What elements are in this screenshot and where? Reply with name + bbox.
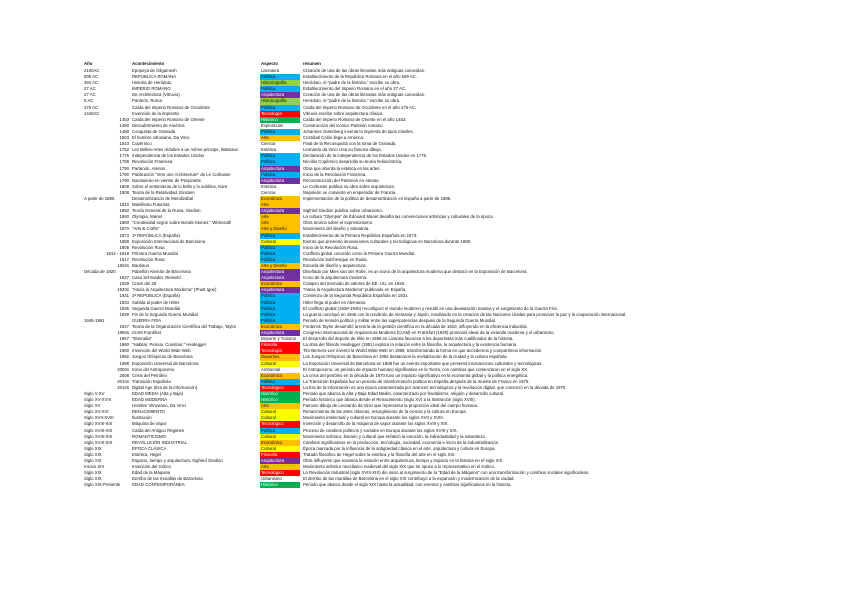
cell-year: 1480 <box>119 122 129 128</box>
cell-year: 1939 <box>119 311 129 317</box>
cell-summary: Inicio de la Revolución Francesa. <box>303 171 367 177</box>
cell-summary: Icono de la arquitectura moderna. <box>303 275 368 281</box>
cell-year: Siglo XVIII-XIX <box>84 421 113 427</box>
cell-event: REVOLUCIÓN INDUSTRIAL <box>132 439 188 445</box>
cell-summary: Heródoto, el "padre de la historia," escribe su obra. <box>303 80 401 86</box>
cell-year: Siglo XIX <box>84 470 102 476</box>
cell-summary: El Antropoceno, un periodo de impacto humano significativo en la Tierra, con cambios que comenzaron en el siglo XX. <box>303 366 529 372</box>
cell-aspect: Político <box>260 428 300 434</box>
cell-event: Hombre Vitruviano, Da Vinci <box>132 403 186 409</box>
cell-event: Primera Guerra Mundial <box>132 250 178 256</box>
cell-event: Derribo de las murallas de Barcelona <box>132 476 203 482</box>
cell-summary: Obra que aborda la estética en las artes. <box>303 165 381 171</box>
cell-year: 1950s <box>117 330 129 336</box>
cell-summary: "Hacia la Arquitectura Moderna" publicado en España. <box>303 287 407 293</box>
cell-aspect: Cultural <box>260 361 300 367</box>
cell-aspect: Estética <box>260 184 300 190</box>
cell-aspect: Arte y Diseño <box>260 263 300 269</box>
cell-event: 2ª REPÚBLICA (España) <box>132 293 180 299</box>
cell-summary: Le Corbusier publica su obra sobre arquitectura. <box>303 183 395 189</box>
cell-event: Crisis del Petróleo <box>132 372 167 378</box>
cell-aspect: Arte <box>260 220 300 226</box>
cell-summary: Invención y desarrollo de la máquina de vapor durante los siglos XVIII y XIX. <box>303 421 449 427</box>
cell-year: 476 AC <box>84 104 99 110</box>
cell-year: 2010s <box>117 384 129 390</box>
cell-aspect: Arquitectura <box>260 275 300 281</box>
cell-year: A partir de 1886 <box>84 195 115 201</box>
cell-summary: Revolución bolchevique en Rusia. <box>303 256 368 262</box>
cell-event: "Hacia la Arquitectura Moderna" (Pruitt Igoe) <box>132 287 217 293</box>
cell-year: 1810 <box>119 202 129 208</box>
cell-year: 1543 <box>119 141 129 147</box>
cell-year: 1930s <box>117 287 129 293</box>
cell-summary: Implementación de la política de desamortización en España a partir de 1886. <box>303 195 452 201</box>
cell-event: Pabellón Alemán de Barcelona <box>132 269 191 275</box>
cell-summary: Cristóbal Colón llega a América. <box>303 135 365 141</box>
cell-aspect: Arquitectura <box>260 458 300 464</box>
cell-event: Invención de la imprenta <box>132 110 179 116</box>
cell-event: Partenón, Atenas <box>132 165 165 171</box>
cell-event: Les Belles-Artes réduites a un même principe, Batteaux <box>132 147 239 153</box>
cell-year: 1860 <box>119 214 129 220</box>
cell-year: Siglo XIX <box>84 458 102 463</box>
cell-year: 1920s <box>117 263 129 268</box>
cell-year: 1931 <box>119 293 129 299</box>
table-body <box>84 68 764 488</box>
cell-summary: Época marcada por la influencia de la antigüedad clásica en el arte, arquitectura y cultura en Europa. <box>303 445 496 451</box>
cell-summary: Colapso del mercado de valores de EE. UU. en 1929. <box>303 281 406 287</box>
cell-aspect: Cultural <box>260 446 300 452</box>
cell-aspect: Tecnología <box>260 111 300 117</box>
cell-summary: Creación de una de las obras literarias más antiguas conocidas. <box>303 92 426 98</box>
cell-summary: La Revolución Industrial (siglo XVIII-XIX) dio inicio al surgimiento de la "Edad de la Máquina" con una transformación y cambios sociales significativos. <box>303 470 590 476</box>
cell-event: Sobre el sentimiento de lo bello y lo sublime, Kant <box>132 183 228 189</box>
cell-year: 1790 <box>119 165 129 171</box>
cell-year: 1503 <box>119 135 129 141</box>
cell-event: Fin de la Segunda Guerra Mundial <box>132 311 198 317</box>
cell-event: Desamortización de Mendizábal <box>132 195 194 201</box>
cell-event: Caída del Imperio Romano de Oriente <box>132 116 205 122</box>
cell-year: 5 AC <box>84 98 94 104</box>
cell-summary: La guerra concluyó en 1945 con la rendición de Alemania y Japón, resultando en la creación de las Naciones Unidas para promover la paz y la cooperación internacional. <box>303 311 627 317</box>
cell-summary: Movimiento intelectual y cultural en Europa durante los siglos XVII y XVIII. <box>303 415 444 421</box>
cell-event: Panteón, Roma <box>132 98 162 104</box>
cell-summary: Renacimiento de las artes clásicas, resurgimiento de la ciencia y la cultura en Europa. <box>303 409 467 415</box>
cell-aspect: Cultural <box>260 409 300 415</box>
cell-year: 1790 <box>119 171 129 177</box>
cell-event: Exposición Internacional de Barcelona <box>132 238 206 244</box>
cell-year: 1888 <box>119 238 129 244</box>
cell-year: 1453 <box>119 116 129 122</box>
cell-summary: Inicio de la Revolución Rusa. <box>303 244 359 250</box>
cell-summary: Los Juegos Olímpicos de Barcelona en 1992 destacaron la revitalización de la ciudad y la cultura española. <box>303 354 508 360</box>
cell-year: 1808 <box>119 183 129 189</box>
cell-summary: Proceso de cambios políticos y sociales en Europa durante los siglos XVIII y XIX. <box>303 427 458 433</box>
cell-event: Manifiesto Futurista <box>132 202 170 208</box>
cell-year: 2008 <box>119 372 129 378</box>
cell-summary: Cambios significativos en la producción, tecnología, sociedad, economía e inicio de la industrialización. <box>303 439 500 445</box>
cell-year: 1936 <box>119 305 129 311</box>
cell-year: Siglo XV-XVIII <box>84 397 111 403</box>
cell-event: "Habitar, Pensar, Construir," Heidegger <box>132 342 207 348</box>
cell-event: Crack del 29 <box>132 281 157 287</box>
cell-aspect: Arte <box>260 403 300 409</box>
cell-year: 1790 <box>119 177 129 183</box>
cell-aspect: Política <box>260 129 300 135</box>
cell-aspect: Política <box>260 159 300 165</box>
cell-aspect: Urbanismo <box>260 476 300 482</box>
cell-aspect: Económico <box>260 196 300 202</box>
cell-aspect: Político <box>260 379 300 385</box>
cell-summary: Famoso dibujo de Leonardo da Vinci que representa la proporción ideal del cuerpo humano. <box>303 403 479 409</box>
cell-summary: Leonardo da Vinci crea su famoso dibujo. <box>303 147 382 153</box>
cell-aspect: Política <box>260 233 300 239</box>
cell-event: ÉPOCA CLÁSICA <box>132 445 167 451</box>
cell-year: 1776 <box>119 153 129 159</box>
cell-year: 1998 <box>119 360 129 366</box>
cell-aspect: Exploración <box>260 123 300 129</box>
cell-event: Teoría General de la Ruina, Giedion <box>132 208 201 214</box>
cell-summary: Movimiento artístico neoclásico medieval del siglo XIX que se opuso a lo representativo en el Gótico. <box>303 464 496 470</box>
cell-event: Revolución Rusa <box>132 244 165 250</box>
cell-aspect: Económico <box>260 281 300 287</box>
cell-aspect: Filosofía <box>260 452 300 458</box>
cell-summary: Periodo que abarca desde el siglo XIX hasta la actualidad, con eventos y cambios significativos en la historia. <box>303 482 512 488</box>
cell-year: Siglo XIX <box>84 451 102 457</box>
cell-aspect: Deporte y Turismo <box>260 336 300 342</box>
cell-summary: Tim Berners-Lee inventó la World Wide Web en 1989, transformando la forma en que accedemos y compartimos información. <box>303 348 543 354</box>
cell-summary: Obra influyente que examina la relación entre arquitectura, tiempo y espacio en la historia en el siglo XIX. <box>303 458 504 463</box>
cell-year: 1992 <box>119 354 129 360</box>
cell-year: 1933 <box>119 299 129 305</box>
cell-aspect: Tecnológico <box>260 385 300 391</box>
cell-summary: Frederick Taylor desarrolló la teoría de la gestión científica en la década de 1910, influyendo en la eficiencia industrial. <box>303 323 528 329</box>
cell-summary: Heródoto, el "padre de la historia," escribe su obra. <box>303 98 401 104</box>
cell-event: IMPERIO ROMANO <box>132 86 171 92</box>
cell-event: Conquista de Granada <box>132 128 176 134</box>
cell-year: Siglo XIX <box>84 476 102 482</box>
cell-event: EDAD MODERNA <box>132 397 168 403</box>
cell-aspect: Histórico <box>260 391 300 397</box>
cell-summary: Comienzo de la Segunda República Española en 1931. <box>303 293 409 299</box>
cell-year: 2100AC <box>84 68 100 73</box>
cell-summary: Final de la Reconquista con la toma de Granada. <box>303 141 397 147</box>
cell-aspect: Histórico <box>260 482 300 488</box>
cell-event: Ilustración <box>132 415 152 421</box>
cell-summary: Movimiento artístico, literario y cultural que enfatizó la emoción, la individualidad y la naturaleza. <box>303 433 486 439</box>
cell-year: Siglo V-XV <box>84 390 105 396</box>
cell-year: 1860 <box>119 220 129 226</box>
cell-summary: Hitler llega al poder en Alemania. <box>303 299 367 305</box>
cell-aspect: Arquitectura <box>260 178 300 184</box>
cell-aspect: Arquitectura <box>260 330 300 336</box>
cell-event: Inicio del Antropoceno <box>132 366 175 372</box>
cell-year: 2000s <box>117 366 129 372</box>
spreadsheet <box>84 60 764 488</box>
cell-aspect: Política <box>260 86 300 92</box>
cell-aspect: Política <box>260 153 300 159</box>
cell-year: Siglo XV <box>84 403 101 409</box>
cell-year: 1440AC <box>84 110 100 116</box>
cell-summary: Declaración de la independencia de los Estados Unidos en 1776. <box>303 153 428 159</box>
cell-event: Espacio, tiempo y arquitectura, Sigfried Giedion <box>132 458 223 463</box>
cell-event: Máquina de Vapor <box>132 421 167 427</box>
cell-event: ROMANTICISMO <box>132 433 166 439</box>
header-year: Año <box>84 61 93 66</box>
cell-year: 1927 <box>119 275 129 281</box>
cell-event: CIAM Frankfurt <box>132 330 162 336</box>
cell-aspect: Arquitectura <box>260 208 300 214</box>
cell-summary: La Transición Española fue un periodo de transformación política en España después de la muerte de Franco en 1975. <box>303 378 530 384</box>
cell-event: Epopeya de Gilgamesh <box>132 68 177 73</box>
cell-event: Casa Schroeder, Rietveld <box>132 275 181 281</box>
cell-aspect: Histórico <box>260 117 300 123</box>
cell-event: RENACIMIENTO <box>132 409 165 415</box>
cell-summary: Establecimiento de la Primera República Española en 1873. <box>303 232 418 238</box>
cell-aspect: Literatura <box>260 68 300 74</box>
cell-event: "Arts & Crafts" <box>132 226 160 232</box>
cell-summary: La Exposición Universal de Barcelona en 1888 fue un evento importante que presentó innovaciones culturales y tecnológicas. <box>303 360 543 366</box>
cell-event: Copérnico <box>132 141 152 147</box>
cell-aspect: Arte <box>260 464 300 470</box>
cell-summary: Establecimiento de la República Romana en el año 509 AC. <box>303 74 417 80</box>
cell-summary: Movimiento del diseño y artesanía. <box>303 226 370 232</box>
cell-event: Revolución Francesa <box>132 159 173 165</box>
cell-aspect: Filosofía <box>260 342 300 348</box>
cell-aspect: Arquitectura <box>260 92 300 98</box>
cell-event: El hombre vitruviano, Da Vinci <box>132 135 190 141</box>
cell-aspect: Económico <box>260 373 300 379</box>
cell-year: 27 AC <box>84 92 96 98</box>
cell-event: Caída del Antiguo Régimen <box>132 427 185 433</box>
cell-summary: La cultura "Olympia" de Édouard Manet desafía las convenciones artísticas y culturales de la época. <box>303 214 494 220</box>
cell-year: Siglo XIX-Presente <box>84 482 121 488</box>
cell-event: REPÚBLICA ROMANA <box>132 74 177 80</box>
cell-summary: El derribo de las murallas de Barcelona en el siglo XIX contribuyó a la expansión y modernización de la ciudad. <box>303 476 515 482</box>
table-row <box>84 482 764 488</box>
cell-year: 484 AC <box>84 80 99 86</box>
cell-aspect: Política <box>260 306 300 312</box>
cell-aspect: Económico <box>260 324 300 330</box>
cell-event: Publicación "Vers une Architecture" de Le Corbusier <box>132 171 231 177</box>
cell-summary: Obra teórica sobre el expresionismo. <box>303 220 374 226</box>
cell-aspect: Arte <box>260 135 300 141</box>
cell-event: EDAD CONTEMPORÁNEA <box>132 482 185 488</box>
cell-event: Revolución Rusa <box>132 256 165 262</box>
cell-summary: Construcción del icónico Panteón romano. <box>303 122 384 128</box>
cell-aspect: Cultural <box>260 239 300 245</box>
cell-event: Exposición Universal de Barcelona <box>132 360 199 366</box>
cell-year: 1947 <box>119 323 129 329</box>
cell-aspect: Política <box>260 245 300 251</box>
cell-year: 27 AC <box>84 86 96 92</box>
cell-summary: Escuela de diseño y arquitectura. <box>303 263 367 268</box>
cell-summary: Napoleón se convierte en emperador de Francia. <box>303 189 397 195</box>
cell-summary: La Era de la Información es una época caracterizada por avances tecnológicos y la revolución digital, que comenzó en la década de 1970. <box>303 384 567 390</box>
header-summary: resumen <box>303 61 321 66</box>
cell-summary: Periodo que abarca la Alta y Baja Edad Media, caracterizado por feudalismo, religión y desarrollo cultural. <box>303 390 505 396</box>
cell-event: 1ª REPÚBLICA (España) <box>132 232 180 238</box>
header-row <box>84 60 764 68</box>
cell-aspect: Historiografía <box>260 98 300 104</box>
cell-aspect: Deportivo <box>260 354 300 360</box>
cell-summary: Tratado filosófico de Hegel sobre la estética y la filosofía del arte en el siglo XIX. <box>303 451 456 457</box>
cell-event: Historia de Heródoto <box>132 80 172 86</box>
cell-year: Siglo XV-XVI <box>84 409 109 415</box>
cell-year: 1480 <box>119 128 129 134</box>
cell-year: 1960 <box>119 342 129 348</box>
cell-summary: Reconstrucción del Partenón en Atenas. <box>303 177 380 183</box>
cell-event: GUERRA FRÍA <box>132 317 162 323</box>
cell-year: 1917 <box>119 256 129 262</box>
cell-summary: La crisis del petróleo en la década de 1970 tuvo un impacto significativo en la economía global y la política energética. <box>303 372 529 378</box>
cell-aspect: Estética <box>260 147 300 153</box>
cell-aspect: Política <box>260 318 300 324</box>
cell-aspect: Ciencia <box>260 141 300 147</box>
cell-summary: Johannes Gutenberg inventa la imprenta de tipos móviles. <box>303 128 414 134</box>
cell-year: Década de 1920 <box>84 269 116 275</box>
cell-aspect: Historiografía <box>260 80 300 86</box>
cell-summary: Conflicto global conocido como la Primera Guerra Mundial. <box>303 250 416 256</box>
cell-aspect: Arquitectura <box>260 166 300 172</box>
cell-event: Invención del World Wide Web <box>132 348 191 354</box>
cell-event: Edad de la Máquina <box>132 470 171 476</box>
cell-year: Siglo XVII-XVIII <box>84 415 114 421</box>
cell-summary: Evento que presentó innovaciones culturales y tecnológicas en Barcelona durante 1888. <box>303 238 472 244</box>
cell-aspect: Arte <box>260 214 300 220</box>
cell-year: 509 AC <box>84 74 99 80</box>
cell-event: Subida al poder de Hitler <box>132 299 180 305</box>
cell-year: 1850 <box>119 208 129 214</box>
cell-event: Descubrimiento de América <box>132 122 185 128</box>
cell-summary: Nicolás Copérnico desarrolla su teoría heliocéntrica. <box>303 159 403 165</box>
cell-year: 1873 <box>119 232 129 238</box>
cell-year: 1905 <box>119 244 129 250</box>
cell-summary: Congreso Internacional de Arquitectura Moderna (CIAM) en Frankfurt (1929) promovió ideas de la vivienda moderna y el urbanismo. <box>303 330 555 336</box>
cell-summary: Caída del Imperio Romano de Occidente en el año 476 AC. <box>303 104 417 110</box>
cell-summary: Establecimiento del Imperio Romano en el año 27 AC. <box>303 86 407 92</box>
cell-aspect: Tecnológico <box>260 470 300 476</box>
cell-event: De Architectura (Vitruvio) <box>132 92 180 98</box>
cell-year: Siglo XVIII-XIX <box>84 433 113 439</box>
cell-summary: Caída del Imperio Romano de Oriente en el año 1453. <box>303 116 407 122</box>
cell-event: Transición Española <box>132 378 171 384</box>
cell-summary: Sigfried Giedion publica sobre urbanismo. <box>303 208 383 214</box>
header-event: Acontecimiento <box>132 61 165 66</box>
cell-aspect: Arte y Diseño <box>260 226 300 232</box>
cell-aspect: Tecnológico <box>260 421 300 427</box>
cell-event: "Creatividad según sobre Bonds-Stones," Wickerath <box>132 220 232 226</box>
cell-event: Independencia de los Estados Unidos <box>132 153 205 159</box>
cell-year: 1808 <box>119 189 129 195</box>
cell-event: Nacimiento en vientre de Pimpinette <box>132 177 202 183</box>
cell-year: 1914 - 1918 <box>106 250 129 256</box>
cell-summary: La obra del filósofo Heidegger (1951) explora la relación entre la filosofía, la arquitectura y la existencia humana. <box>303 342 518 348</box>
cell-aspect: Política <box>260 251 300 257</box>
cell-year: 1957 <box>119 336 129 342</box>
cell-event: Estética, Hegel <box>132 451 161 457</box>
cell-event: EDAD MEDIA (Alta y Baja) <box>132 390 184 396</box>
cell-summary: Periodo histórico que abarca desde el Renacimiento (siglo XV) a la Ilustración (siglo XVIII). <box>303 397 476 403</box>
cell-year: Siglo XVIII-XIX <box>84 427 113 433</box>
cell-event: Caída del Imperio Romano de Occidente <box>132 104 210 110</box>
cell-aspect: Política <box>260 300 300 306</box>
cell-summary: El desarrollo del deporte de élite en 1986 en Lizaoria favorece a los deportistas más cualificados de la historia. <box>303 336 514 342</box>
cell-event: Invención del Gótico <box>132 464 171 470</box>
cell-event: Juegos Olímpicos de Barcelona <box>132 354 193 360</box>
cell-year: 1752 <box>119 147 129 153</box>
cell-summary: Diseñado por Mies van der Rohe, es un icono de la arquitectura moderna que destacó en la Exposición de Barcelona. <box>303 269 528 275</box>
cell-event: Bauhaus <box>132 263 149 268</box>
cell-aspect: Política <box>260 312 300 318</box>
cell-aspect: Cultural <box>260 415 300 421</box>
cell-aspect: Política <box>260 172 300 178</box>
cell-aspect: Política <box>260 74 300 80</box>
cell-aspect: Arquitectura <box>260 269 300 275</box>
cell-event: "Eternalia" <box>132 336 153 342</box>
cell-event: Digital Age (Era de la información) <box>132 384 198 390</box>
cell-aspect: Arte <box>260 202 300 208</box>
cell-aspect: Ambiental <box>260 367 300 373</box>
cell-year: 1929 <box>119 281 129 287</box>
cell-year: 1870 <box>119 226 129 232</box>
cell-year: Siglo XIX <box>84 445 102 451</box>
cell-event: Olympia, Manet <box>132 214 163 220</box>
cell-aspect: Ciencia <box>260 190 300 196</box>
cell-summary: Periodo de tensión política y militar entre las superpotencias después de la Segunda Guerra Mundial. <box>303 317 496 323</box>
cell-aspect: Económico <box>260 440 300 446</box>
cell-aspect: Política <box>260 257 300 263</box>
cell-year: Inicios XIX <box>84 464 105 470</box>
cell-summary: El conflicto global (1939-1945) reconfiguró el mundo moderno y resultó en una devastación masiva y el surgimiento de la Guerra Fría. <box>303 305 558 311</box>
cell-summary: Vitruvio escribe sobre arquitectura clásica. <box>303 110 384 116</box>
cell-summary: Creación de una de las obras literarias más antiguas conocidas. <box>303 68 426 73</box>
cell-year: Siglo XVIII-XIX <box>84 439 113 445</box>
cell-aspect: Política <box>260 293 300 299</box>
cell-event: Teoría de la Organización Científica del Trabajo, Taylor <box>132 323 237 329</box>
cell-aspect: Arquitectura <box>260 287 300 293</box>
header-aspect: Aspecto <box>261 61 278 66</box>
cell-event: Segunda Guerra Mundial <box>132 305 181 311</box>
cell-year: 1945-1991 <box>84 317 105 323</box>
cell-year: 1789 <box>119 159 129 165</box>
cell-event: Teoría de la Relatividad, Einstein <box>132 189 195 195</box>
cell-aspect: Cultural <box>260 434 300 440</box>
cell-aspect: Histórico <box>260 397 300 403</box>
cell-aspect: Tecnología <box>260 348 300 354</box>
cell-year: 1960 <box>119 348 129 354</box>
cell-aspect: Política <box>260 105 300 111</box>
cell-year: 2010s <box>117 378 129 384</box>
